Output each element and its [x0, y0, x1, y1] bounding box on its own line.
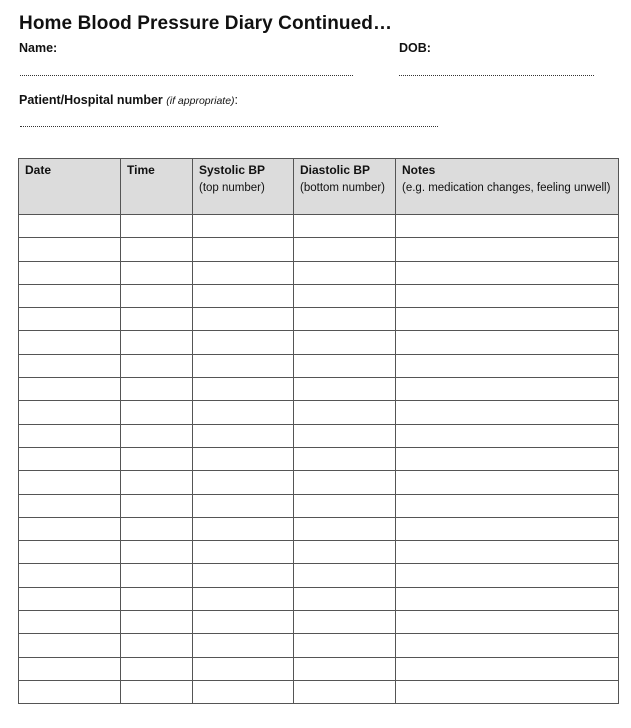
cell-diastolic[interactable] — [294, 471, 396, 494]
dob-label: DOB: — [399, 41, 431, 55]
cell-time[interactable] — [121, 215, 193, 238]
header-diastolic-sub: (bottom number) — [300, 182, 386, 194]
header-notes-label: Notes — [402, 163, 436, 177]
table-row — [19, 308, 619, 331]
patient-number-colon: : — [234, 93, 239, 107]
cell-time[interactable] — [121, 634, 193, 657]
cell-diastolic[interactable] — [294, 308, 396, 331]
cell-systolic[interactable] — [193, 238, 294, 261]
cell-systolic[interactable] — [193, 471, 294, 494]
cell-diastolic[interactable] — [294, 331, 396, 354]
header-notes-sub: (e.g. medication changes, feeling unwell) — [402, 182, 611, 194]
cell-time[interactable] — [121, 611, 193, 634]
cell-time[interactable] — [121, 308, 193, 331]
cell-date[interactable] — [19, 238, 121, 261]
table-row — [19, 378, 619, 401]
cell-notes[interactable] — [396, 611, 619, 634]
cell-time[interactable] — [121, 238, 193, 261]
cell-diastolic[interactable] — [294, 564, 396, 587]
header-systolic-sub: (top number) — [199, 182, 265, 194]
patient-number-line[interactable] — [20, 126, 438, 127]
cell-systolic[interactable] — [193, 587, 294, 610]
table-row — [19, 680, 619, 703]
cell-systolic[interactable] — [193, 261, 294, 284]
cell-notes[interactable] — [396, 215, 619, 238]
cell-notes[interactable] — [396, 354, 619, 377]
cell-notes[interactable] — [396, 378, 619, 401]
cell-date[interactable] — [19, 378, 121, 401]
cell-date[interactable] — [19, 447, 121, 470]
cell-time[interactable] — [121, 378, 193, 401]
cell-notes[interactable] — [396, 587, 619, 610]
cell-notes[interactable] — [396, 564, 619, 587]
cell-notes[interactable] — [396, 331, 619, 354]
table-row — [19, 517, 619, 540]
table-row — [19, 564, 619, 587]
table-row — [19, 354, 619, 377]
table-row — [19, 494, 619, 517]
cell-diastolic[interactable] — [294, 587, 396, 610]
cell-notes[interactable] — [396, 308, 619, 331]
cell-date[interactable] — [19, 471, 121, 494]
patient-number-note: (if appropriate) — [166, 95, 235, 107]
table-row — [19, 657, 619, 680]
cell-time[interactable] — [121, 401, 193, 424]
cell-notes[interactable] — [396, 541, 619, 564]
cell-systolic[interactable] — [193, 215, 294, 238]
cell-notes[interactable] — [396, 657, 619, 680]
cell-time[interactable] — [121, 657, 193, 680]
table-row — [19, 401, 619, 424]
cell-date[interactable] — [19, 401, 121, 424]
table-header-row — [19, 159, 619, 215]
cell-systolic[interactable] — [193, 284, 294, 307]
cell-notes[interactable] — [396, 284, 619, 307]
cell-systolic[interactable] — [193, 680, 294, 703]
cell-systolic[interactable] — [193, 401, 294, 424]
table-row — [19, 611, 619, 634]
cell-diastolic[interactable] — [294, 261, 396, 284]
header-time-label: Time — [127, 163, 155, 177]
cell-time[interactable] — [121, 517, 193, 540]
cell-systolic[interactable] — [193, 494, 294, 517]
cell-diastolic[interactable] — [294, 284, 396, 307]
cell-systolic[interactable] — [193, 611, 294, 634]
cell-date[interactable] — [19, 215, 121, 238]
cell-diastolic[interactable] — [294, 401, 396, 424]
table-row — [19, 331, 619, 354]
cell-date[interactable] — [19, 284, 121, 307]
table-row — [19, 447, 619, 470]
cell-date[interactable] — [19, 308, 121, 331]
table-row — [19, 424, 619, 447]
cell-time[interactable] — [121, 680, 193, 703]
cell-diastolic[interactable] — [294, 354, 396, 377]
cell-time[interactable] — [121, 494, 193, 517]
cell-date[interactable] — [19, 494, 121, 517]
cell-time[interactable] — [121, 284, 193, 307]
cell-systolic[interactable] — [193, 424, 294, 447]
cell-diastolic[interactable] — [294, 378, 396, 401]
header-time — [121, 159, 193, 215]
cell-notes[interactable] — [396, 471, 619, 494]
cell-time[interactable] — [121, 331, 193, 354]
cell-systolic[interactable] — [193, 354, 294, 377]
cell-notes[interactable] — [396, 238, 619, 261]
cell-diastolic[interactable] — [294, 424, 396, 447]
cell-notes[interactable] — [396, 494, 619, 517]
cell-notes[interactable] — [396, 680, 619, 703]
cell-notes[interactable] — [396, 447, 619, 470]
cell-systolic[interactable] — [193, 657, 294, 680]
cell-notes[interactable] — [396, 517, 619, 540]
header-systolic-label: Systolic BP — [199, 163, 266, 177]
table-row — [19, 634, 619, 657]
cell-systolic[interactable] — [193, 331, 294, 354]
cell-date[interactable] — [19, 331, 121, 354]
cell-time[interactable] — [121, 447, 193, 470]
cell-date[interactable] — [19, 587, 121, 610]
name-line[interactable] — [20, 75, 353, 76]
cell-date[interactable] — [19, 657, 121, 680]
cell-date[interactable] — [19, 634, 121, 657]
cell-diastolic[interactable] — [294, 494, 396, 517]
cell-systolic[interactable] — [193, 447, 294, 470]
cell-diastolic[interactable] — [294, 517, 396, 540]
cell-date[interactable] — [19, 611, 121, 634]
header-diastolic — [294, 159, 396, 215]
page-title: Home Blood Pressure Diary Continued… — [19, 13, 393, 34]
cell-date[interactable] — [19, 517, 121, 540]
cell-date[interactable] — [19, 354, 121, 377]
cell-systolic[interactable] — [193, 308, 294, 331]
cell-systolic[interactable] — [193, 541, 294, 564]
diary-table — [18, 158, 619, 704]
table-row — [19, 587, 619, 610]
table-row — [19, 238, 619, 261]
cell-date[interactable] — [19, 541, 121, 564]
cell-time[interactable] — [121, 261, 193, 284]
cell-systolic[interactable] — [193, 378, 294, 401]
cell-diastolic[interactable] — [294, 657, 396, 680]
patient-number-label-text: Patient/Hospital number — [19, 93, 163, 107]
cell-time[interactable] — [121, 471, 193, 494]
header-diastolic-label: Diastolic BP — [300, 163, 371, 177]
cell-date[interactable] — [19, 261, 121, 284]
cell-notes[interactable] — [396, 424, 619, 447]
header-date-label: Date — [25, 163, 52, 177]
cell-diastolic[interactable] — [294, 611, 396, 634]
cell-diastolic[interactable] — [294, 634, 396, 657]
header-notes — [396, 159, 619, 215]
table-row — [19, 471, 619, 494]
table-row — [19, 261, 619, 284]
table-row — [19, 215, 619, 238]
cell-diastolic[interactable] — [294, 215, 396, 238]
cell-date[interactable] — [19, 564, 121, 587]
cell-systolic[interactable] — [193, 634, 294, 657]
dob-line[interactable] — [399, 75, 594, 76]
cell-time[interactable] — [121, 424, 193, 447]
cell-notes[interactable] — [396, 401, 619, 424]
cell-notes[interactable] — [396, 261, 619, 284]
header-systolic — [193, 159, 294, 215]
cell-diastolic[interactable] — [294, 238, 396, 261]
diary-table-body — [19, 215, 619, 704]
table-row — [19, 284, 619, 307]
cell-date[interactable] — [19, 680, 121, 703]
cell-time[interactable] — [121, 541, 193, 564]
cell-diastolic[interactable] — [294, 447, 396, 470]
cell-diastolic[interactable] — [294, 541, 396, 564]
cell-time[interactable] — [121, 564, 193, 587]
table-row — [19, 541, 619, 564]
cell-time[interactable] — [121, 587, 193, 610]
cell-time[interactable] — [121, 354, 193, 377]
cell-date[interactable] — [19, 424, 121, 447]
cell-diastolic[interactable] — [294, 680, 396, 703]
cell-systolic[interactable] — [193, 564, 294, 587]
header-date — [19, 159, 121, 215]
patient-number-label — [19, 93, 238, 107]
name-label: Name: — [19, 41, 58, 55]
cell-notes[interactable] — [396, 634, 619, 657]
cell-systolic[interactable] — [193, 517, 294, 540]
